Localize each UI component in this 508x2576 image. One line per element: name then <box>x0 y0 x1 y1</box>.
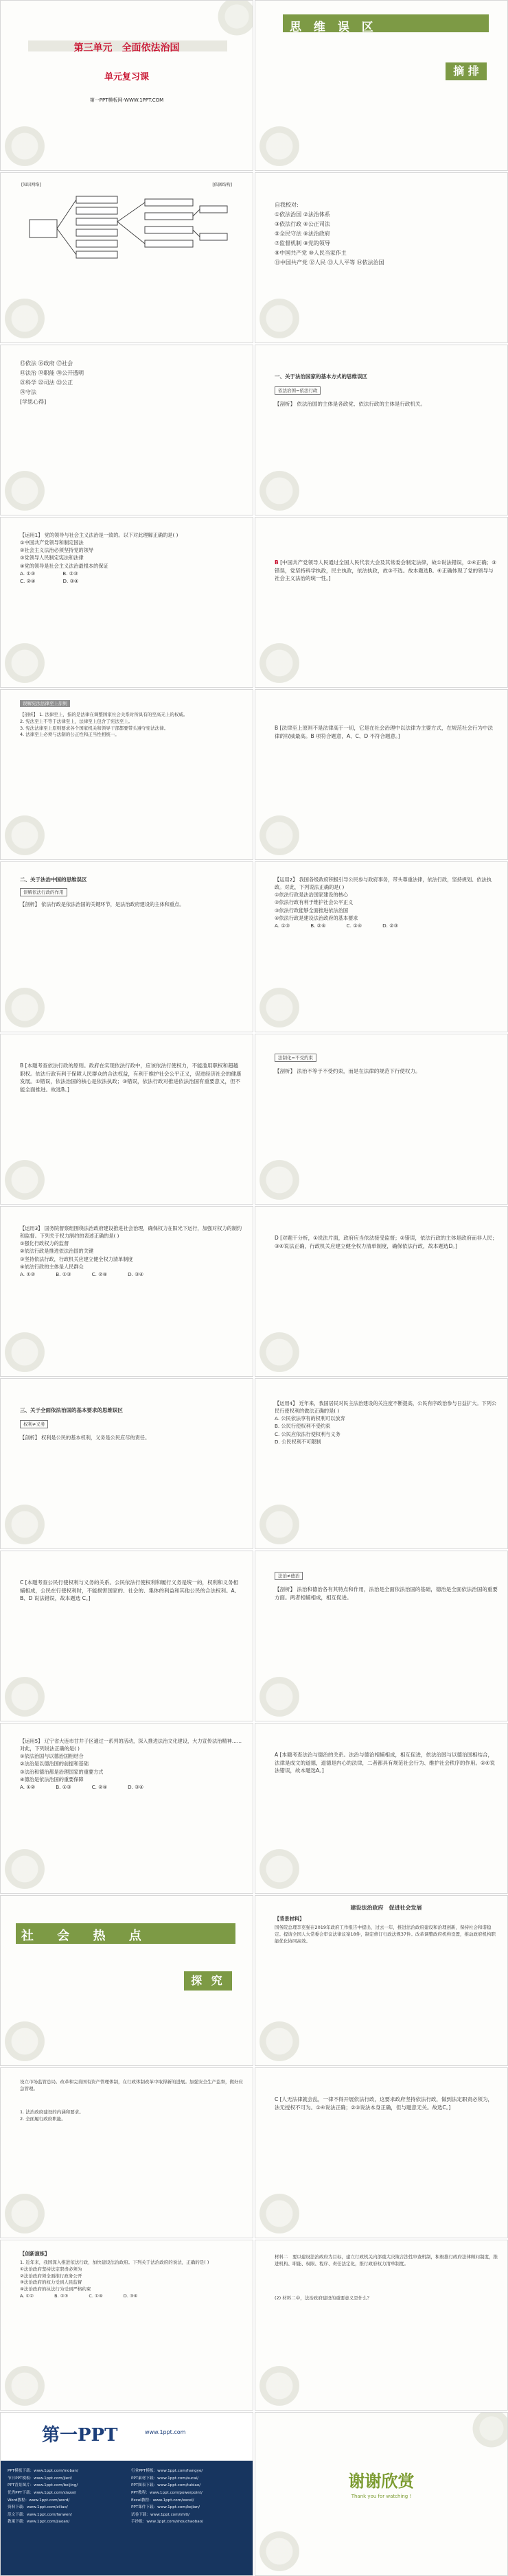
thanks-subtitle: Thank you for watching ! <box>351 2494 412 2499</box>
flower-decoration <box>255 2520 310 2576</box>
slide-cover <box>0 0 253 171</box>
flower-decoration <box>255 1149 310 1205</box>
answer-body: B [本题考查依法行政的原则。政府在实现依法行政中，应该依法行使权力，不能滥用职权和超越职权。依法行政有利于保障人民群众的合法权益，有利于维护社会公平正义，促进经济社会的健康发展。①错误，依法治国的核心是依法执政；③错误，依法行政对推进依法治国有重要意义，但不能全面推进。故选B。] <box>20 1063 242 1093</box>
option-item: ②法治政府须全面推行政务公开 <box>20 2273 82 2279</box>
section-heading: 三、关于全面依法治国的基本要求的思维误区 <box>20 1407 123 1413</box>
self-check-head: 自我校对: <box>275 202 299 208</box>
question-text: 【运用1】 党的领导与社会主义法治是一致的。以下对此理解正确的是( ) <box>20 532 178 538</box>
slide-answer-5 <box>0 1551 253 1721</box>
flower-decoration <box>213 0 253 40</box>
misconception-tag: 依法治国=依法行政 <box>275 386 498 395</box>
slide-knowledge-network <box>0 172 253 343</box>
misconception-tag: 法治≠德治 <box>275 1572 498 1580</box>
analysis-line: 【剖析】 1. 法律至上，指的是法律在调整国家社会关系时所具有的至高无上的权威。 <box>20 712 188 717</box>
analysis-block <box>20 712 243 739</box>
section-title: 思 维 误 区 <box>290 21 378 34</box>
option-item: ④依法行政是建设法治政府的基本要求 <box>275 914 358 921</box>
section-heading: 二、关于法治中国的思维误区 <box>20 877 87 883</box>
slide-hot-topic-header <box>0 1895 253 2066</box>
question-text: 【运用4】 近年来，我国居民对民主法治建设的关注度不断提高，公民有序政治参与日益扩大。下列公民行使权利的做法正确的是( ) <box>275 1400 497 1415</box>
slide-answer-6 <box>255 1723 508 1894</box>
link-item[interactable]: PPT素材下载：www.1ppt.com/sucai/ <box>131 2476 198 2481</box>
thanks-title: 谢谢欣赏 <box>348 2471 415 2491</box>
answer-body: C [人无法律就会乱，一律不得开展依法行政，这要求政府坚持依法行政，做到法定职责必须为，法无授权不可为。①④说法正确；②③说法本身正确，但与题意无关。故选C。] <box>275 2096 494 2111</box>
link-item[interactable]: 范文下载：www.1ppt.com/fanwen/ <box>8 2512 72 2517</box>
analysis-text: 【剖析】 法治和德治各有其特点和作用，法治是全面依法治国的基础，德治是全面依法治国的重要方面。两者相辅相成，相互促进。 <box>275 1586 498 1601</box>
flower-decoration <box>0 115 56 171</box>
analysis-line: 2. 宪法至上不等于法律至上，法律至上包含了宪法至上。 <box>20 718 133 724</box>
option-item: ④依法行政的主体是人民群众 <box>20 1263 84 1270</box>
knowledge-item: 1. 法治政府建设的内涵和要求。 <box>20 2109 84 2115</box>
exercise-block <box>20 531 243 585</box>
self-check-item: ③依法行政 ④公正司法 <box>275 221 330 227</box>
material-label: 【背景材料】 <box>275 1916 305 1922</box>
link-item[interactable]: PPT背景图片：www.1ppt.com/beijing/ <box>8 2483 78 2488</box>
flower-decoration <box>0 1838 56 1894</box>
option-item: ④党的领导是社会主义法治最根本的保证 <box>20 562 108 569</box>
option-item: ②依法行政是推进依法治国的关键 <box>20 1248 94 1255</box>
choice-a: A. ①② <box>20 2293 34 2299</box>
link-item[interactable]: 资料下载：www.1ppt.com/ziliao/ <box>8 2505 68 2510</box>
misconception-tag: 法制化=不受约束 <box>275 1054 498 1062</box>
choice-c: C. ②④ <box>91 1783 108 1790</box>
option-item: ③法治政府的权力受到人民监督 <box>20 2279 82 2286</box>
link-item[interactable]: PPT课件下载：www.1ppt.com/kejian/ <box>131 2505 200 2510</box>
material-body: 国务院总理李克强在2019年政府工作报告中提出，过去一年，推进法治政府建设和治理创新，保持社会和谐稳定。提请全国人大常委会审议法律议案18件，制定修订行政法规37件。改革调整政府机构设置，推动政府机构职能优化协同高效。 <box>275 1925 496 1944</box>
flower-decoration <box>255 460 310 515</box>
question-text: 【运用2】 我国各级政府积极引导公民参与政府事务，带头尊重法律，依法行政，坚持规划、依法执政。对此，下列说法正确的是( ) <box>275 877 492 891</box>
question-text: 1. 近年来，我国深入推进依法行政，加快建设法治政府。下列关于法治政府的说法，正确的是( ) <box>20 2260 209 2265</box>
choice-d: D. ③④ <box>128 1783 144 1790</box>
slide-exercise-3 <box>0 1206 253 1377</box>
slide-answer-4 <box>255 1206 508 1377</box>
link-item[interactable]: PPT图表下载：www.1ppt.com/tubiao/ <box>131 2483 201 2488</box>
misconception-tag: 误解依法行政的作用 <box>20 888 243 896</box>
task-text: (2) 材料二中，法治政府建设的重要意义是什么？ <box>275 2295 372 2301</box>
choice-d: D. ③④ <box>123 2293 138 2299</box>
slide-self-check <box>255 172 508 343</box>
flower-decoration <box>0 632 56 688</box>
self-check-item: ⑪中国共产党 ⑫人民 ⑬人人平等 ⑭依法治国 <box>275 259 384 266</box>
slide-self-check-cont <box>0 345 253 515</box>
slide-misconception-header <box>255 0 508 171</box>
slide-misconception-1 <box>255 345 508 515</box>
self-check-line: ㉔守法 <box>20 389 36 395</box>
analysis-text: 【剖析】 依法行政是依法治国的关键环节，是法治政府建设的主体和重点。 <box>20 901 185 907</box>
flower-decoration <box>0 460 56 515</box>
knowledge-list <box>20 2109 243 2123</box>
option-item: ①依法行政是法治国家建设的核心 <box>275 892 349 898</box>
flower-decoration <box>255 1666 310 1721</box>
knowledge-item: 2. 全面履行政府职能。 <box>20 2115 66 2122</box>
answer-body: B [法律至上原则不是法律高于一切，它是在社会治理中以法律为主要方式，在规范社会行为中法律的权威最高。B 项符合题意，A、C、D 不符合题意。] <box>275 725 493 739</box>
unit-title: 第三单元 全面依法治国 <box>73 43 180 54</box>
misconception-tag: 权利≠义务 <box>20 1420 243 1428</box>
choice-c: C. ②④ <box>91 1270 108 1277</box>
section-heading: 一、关于法治国家的基本方式的思维误区 <box>275 373 367 380</box>
option-item: ③党领导人民制定宪法和法律 <box>20 555 84 561</box>
site-line: 第一PPT模板网-WWW.1PPT.COM <box>89 97 164 103</box>
analysis-text: 【剖析】 依法治国的主体是各政党、依法行政的主体是行政机关。 <box>275 401 426 407</box>
link-item[interactable]: 手抄报：www.1ppt.com/shouchaobao/ <box>131 2520 204 2525</box>
section-subtitle: 摘 排 <box>446 62 487 80</box>
option-item: ③依法行政能够全面推进依法治国 <box>275 907 349 914</box>
option-item: ③坚持依法行政，行政机关应建立健全权力清单制度 <box>20 1255 133 1262</box>
option-item: A. 公民依法享有的权利可以放弃 <box>275 1415 345 1422</box>
section-subtitle: 探 究 <box>184 1971 232 1991</box>
material-body: 设立市场监管总局。改革和完善国有资产管理体制，在行政体制改革中取得新的进展。加强安全生产监督，做好应急管理。 <box>20 2079 243 2091</box>
flower-decoration <box>255 1494 310 1549</box>
flower-decoration <box>0 1666 56 1721</box>
slide-background-material <box>255 1895 508 2066</box>
choice-a: A. ①③ <box>275 922 290 929</box>
practice-head: 【创新演练】 <box>20 2251 50 2257</box>
option-item: D. 公民权利不可限制 <box>275 1438 321 1445</box>
link-column-1 <box>8 2468 124 2526</box>
question-text: 【运用5】 辽宁省大连市甘井子区通过一系列的活动，深入推进法治文化建设，大力宣传法治精神……对此，下列说法正确的是( ) <box>20 1738 242 1752</box>
choice-b: B. ②③ <box>62 570 78 577</box>
analysis-line: 4. 法律至上必须与法制的公正性和正当性相统一。 <box>20 732 119 738</box>
flower-decoration <box>255 288 310 343</box>
choice-a: A. ①② <box>20 1783 36 1790</box>
slide-footer-links <box>0 2412 253 2576</box>
self-check-line: [学思心得] <box>20 399 47 405</box>
flower-decoration <box>255 1838 310 1894</box>
brand-url: www.1ppt.com <box>145 2429 186 2435</box>
self-check-item: ⑦监督机制 ⑧党的领导 <box>275 240 330 246</box>
choice-d: D. ③④ <box>62 577 79 584</box>
flower-decoration <box>0 804 56 860</box>
knowledge-diagram <box>28 192 234 268</box>
flower-decoration <box>255 2355 310 2411</box>
slide-background-cont <box>0 2067 253 2238</box>
link-item[interactable]: 优秀PPT下载：www.1ppt.com/xiazai/ <box>8 2490 76 2495</box>
analysis-line: 3. 宪法法律至上原则要求各个国家机关和领导干部都要带头遵守宪法法律。 <box>20 725 169 731</box>
structure-label: [依据结构] <box>212 183 232 187</box>
answer-body: C [本题考查公民行使权利与义务的关系。公民依法行使权利和履行义务是统一的，权利和义务相辅相成，公民在行使权利时，不能损害国家的、社会的、集体的利益和其他公民的合法权利。A、B、D 说法错误，故本题选 C。] <box>20 1579 240 1602</box>
flower-decoration <box>0 2010 56 2066</box>
topic-title: 建设法治政府 促进社会发展 <box>350 1905 422 1911</box>
exercise-block <box>20 1225 243 1278</box>
option-item: ②法治是以德治国的前提和基础 <box>20 1761 89 1767</box>
brand-logo: 第一PPT <box>42 2425 118 2446</box>
slide-exercise-5 <box>0 1723 253 1894</box>
option-item: ①中国共产党领导和制定国法 <box>20 539 84 546</box>
option-item: ④法治政府的执法行为受到严格约束 <box>20 2286 91 2292</box>
flower-decoration <box>0 1149 56 1205</box>
slide-answer-7 <box>255 2067 508 2238</box>
exercise-block <box>275 876 498 929</box>
answer-text <box>275 559 498 583</box>
flower-decoration <box>255 1321 310 1377</box>
choice-d: D. ②③ <box>382 922 399 929</box>
slide-misconception-2 <box>0 689 253 860</box>
choice-b: B. ②④ <box>310 922 326 929</box>
self-check-line: ⑮依法 ⑯政府 ⑰社会 <box>20 360 73 367</box>
slide-answer-1 <box>255 517 508 688</box>
option-item: ②依法行政有利于维护社会公平正义 <box>275 899 354 906</box>
link-item[interactable]: PPT教程：www.1ppt.com/powerpoint/ <box>131 2490 203 2495</box>
option-item: ③法治和德治都是治理国家的重要方式 <box>20 1768 104 1775</box>
self-check-item: ⑤全民守法 ⑥法治政府 <box>275 231 330 237</box>
flower-decoration <box>255 977 310 1032</box>
answer-letter: B <box>275 559 279 566</box>
slide-material-2 <box>255 2240 508 2411</box>
flower-decoration <box>0 2183 56 2238</box>
analysis-text: 【剖析】 法治不等于不受约束，而是在法律的规范下行使权力。 <box>275 1068 421 1074</box>
option-item: ①强化行政权力的监督 <box>20 1240 69 1247</box>
choice-b: B. ①③ <box>56 1783 71 1790</box>
flower-decoration <box>0 2355 56 2411</box>
slide-misconception-4 <box>255 1034 508 1205</box>
exercise-block <box>20 2260 243 2300</box>
choice-c: C. ①④ <box>346 922 362 929</box>
slide-misconception-5 <box>0 1378 253 1549</box>
flower-decoration <box>0 288 56 343</box>
self-check-line: ⑱法治 ⑲职能 ⑳公开透明 <box>20 370 84 376</box>
material-body: 材料二 要以建设法治政府为目标，建立行政机关内部重大决策合法性审查机制，积极推行政府法律顾问制度，推进机构、职能、权限、程序、责任法定化，推行政府权力清单制度。 <box>275 2254 498 2266</box>
option-item: ①法治政府坚持法定职责必须为 <box>20 2266 82 2272</box>
flower-decoration <box>255 2183 310 2238</box>
link-item[interactable]: Word教程：www.1ppt.com/word/ <box>8 2498 70 2503</box>
link-item[interactable]: 教案下载：www.1ppt.com/jiaoan/ <box>8 2520 70 2525</box>
exercise-block <box>275 1400 498 1446</box>
self-check-item: ⑨中国共产党 ⑩人民当家作主 <box>275 250 347 256</box>
choice-a: A. ①③ <box>20 570 36 577</box>
answer-body: D [对题干分析，①说法片面，政府应当依法接受监督；②错误，依法行政的主体是政府而非人民；③④说法正确，行政机关应建立健全权力清单制度，确保依法行政，故本题选D。] <box>275 1235 498 1249</box>
slide-misconception-6 <box>255 1551 508 1721</box>
choice-b: B. ①③ <box>56 1270 71 1277</box>
question-text: 【运用3】 国务院督察组围绕法治政府建设推进社会治理，确保权力在阳光下运行，加强对权力的制约和监督。下列关于权力制约的表述正确的是( ) <box>20 1225 242 1240</box>
option-item: C. 公民应依法行使权利与义务 <box>275 1430 340 1437</box>
analysis-text: 【剖析】 权利是公民的基本权利，义务是公民应尽的责任。 <box>20 1435 150 1441</box>
flower-decoration <box>255 2010 310 2066</box>
link-item[interactable]: 试卷下载：www.1ppt.com/shiti/ <box>131 2512 190 2517</box>
self-check-line: ㉑科学 ㉒司法 ㉓公正 <box>20 380 73 386</box>
flower-decoration <box>255 115 310 171</box>
network-label: [知识网络] <box>21 183 41 187</box>
slide-answer-3 <box>0 1034 253 1205</box>
flower-decoration <box>255 632 310 688</box>
choice-b: B. ②③ <box>54 2293 69 2299</box>
flower-decoration <box>467 2412 508 2452</box>
answer-body: [中国共产党领导人民通过全国人民代表大会及其常委会制定法律，故①说法错误，②④正确；③错误，党坚持科学执政，民主执政，依法执政，故③不选。故本题选B。④正确体现了党的领导与社会主义法治的统一性。] <box>275 559 496 582</box>
slide-thanks <box>255 2412 508 2576</box>
choice-a: A. ①② <box>20 1270 36 1277</box>
self-check-item: ①依法治国 ②法治体系 <box>275 211 330 218</box>
answer-body: A [本题考查法治与德治的关系。法治与德治相辅相成，相互促进，依法治国与以德治国相结合，法律是成文的道德，道德是内心的法律，二者都具有规范社会行为、维护社会秩序的作用。②④说法错误，故本题选A。] <box>275 1752 495 1774</box>
choice-c: C. ②④ <box>20 577 36 584</box>
self-check-block-2 <box>20 359 243 407</box>
option-item: ④德治是依法治国的重要保障 <box>20 1776 84 1783</box>
flower-decoration <box>255 804 310 860</box>
link-column-2 <box>131 2468 248 2526</box>
option-item: B. 公民行使权利不受约束 <box>275 1423 331 1430</box>
flower-decoration <box>0 1494 56 1549</box>
option-item: ②社会主义法治必须坚持党的领导 <box>20 547 94 554</box>
slide-answer-2 <box>255 689 508 860</box>
exercise-block <box>20 1737 243 1791</box>
slide-exercise-1 <box>0 517 253 688</box>
slide-practice <box>0 2240 253 2411</box>
option-item: ①依法治国与以德治国相结合 <box>20 1753 84 1760</box>
flower-decoration <box>0 1321 56 1377</box>
self-check-block <box>275 200 498 268</box>
flower-decoration <box>0 977 56 1032</box>
link-item[interactable]: 节日PPT模板：www.1ppt.com/jieri/ <box>8 2476 72 2481</box>
choice-d: D. ③④ <box>128 1270 144 1277</box>
link-item[interactable]: PPT模板下载：www.1ppt.com/moban/ <box>8 2469 78 2473</box>
misconception-tag: 误解宪法法律至上原则 <box>20 699 243 707</box>
slide-misconception-3 <box>0 861 253 1032</box>
link-item[interactable]: 行业PPT模板：www.1ppt.com/hangye/ <box>131 2469 203 2473</box>
slide-exercise-4 <box>255 1378 508 1549</box>
review-title: 单元复习课 <box>104 72 149 82</box>
link-item[interactable]: Excel教程：www.1ppt.com/excel/ <box>131 2498 194 2503</box>
section-title: 社 会 热 点 <box>21 1929 151 1943</box>
slide-exercise-2 <box>255 861 508 1032</box>
choice-c: C. ①④ <box>89 2293 103 2299</box>
